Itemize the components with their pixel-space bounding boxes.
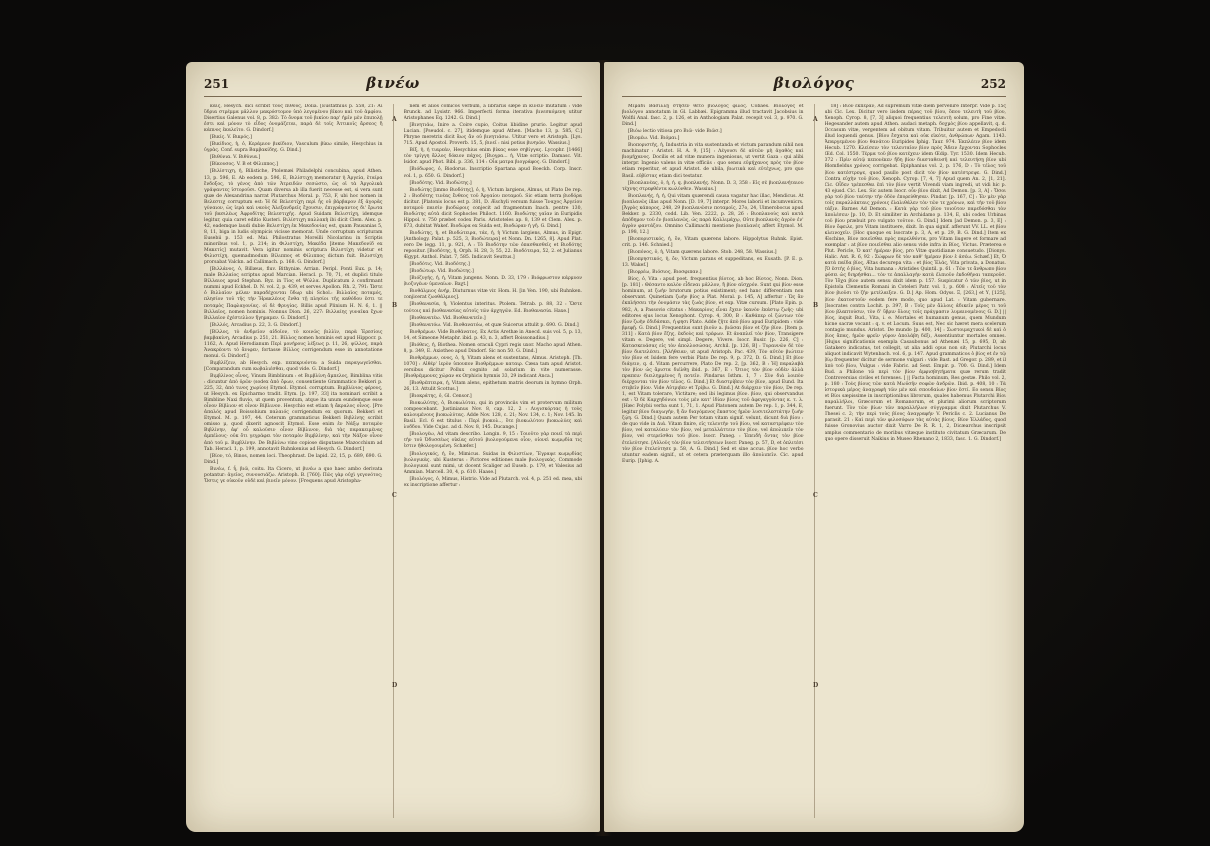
dictionary-entry: Βιμβλίζειν, ab Hesych. exp. πεπεκρυόντα: a Suida παραγωγεῖσθαι. [Comparandum cum κωβαλιέσθαι, quod vide. G. Dindorf.]: [204, 360, 383, 372]
dictionary-entry: Βιοδώτης, ἡ, et Βιοδώτειρα, τάε, ἡ, ἡ Victum largiens, Almus, in Epigr. [Anthology. Palat. p. 525, 3, Βιοδώτειρα] et Nonn. Dn. 1265, 8]. Apud Plat. vero De legg. 11, p. 921, A : Τὸ Βιοδότην τῶν ὀπασθασθεῖς et Βιοδότης repositur. [Βιοδότης, ἡ, Orph. H. 28, 3; 55, 22. Βιοδότειρα, 52, 2. et Julianus Ægypt. Anthol. Palat. 7, 585. Indicavit Seuttus.]: [403, 230, 582, 261]
right-page-number: 252: [980, 77, 1006, 91]
dictionary-entry: [Βιοποριστικός, ἡ, ὄν, Vitam quærens labore. Hippolytus Ruhnk. Epist. crit. p. 146. Schnied.]: [622, 236, 804, 249]
dictionary-entry: Βιοθρέμμων, ονος, ὁ, ἡ, Vitam alens et sustentans, Almus. Aristoph. [Th. 1070] : Αἰθέρ' ἱερὸν ὑπουπον Βιοθρέμμων καταιρ. Cæsa tam apud Aristot. versibus dicitur Pollux cognito ad solarium in vite numerasse. [Βιοθρέμμονες χώραν ex Orphicis hymnis 33, 29 indicant Anca.]: [403, 355, 582, 379]
dictionary-entry: [Βιλλάνος, ὁ, Billæus, fluv. Bithyniæ. Arrian. Peripl. Ponti Eux. p. 14; male Βιλλαίος scriptus apud Marcian. Heracl. p. 70, 71, et duplici titulo Βίλλαιος apud Stephan. Byz. in Τίος et Ψύλλα. Duplicatum λ confirmant nummi apud Eckhel. D. N. vol. 2, p. 439, et serves Apollon. Rh. 2, 791: Ὥστε ὁ Βιλλαῖον μέλαν παραδέχονται ὕδωρ ubi Schol.: Βιλλαῖος ποταμός, πλησίον τοῦ τῆς τὴν Ἡρακλέους ἔνθα τῇ πλησίοι τῆς καθόδου ἐστι τε ποταμὸς Παφλαγονίας. οἱ δὲ Φρυγίας. Billis apud Plinium H. N. 6, 1. || Βιλλαῖος, nomen hominis. Nonnus Dion. 26, 227: Βιλλαίης γυναῖκα ἔχων Βιλλαῖον ἐχέστελλον ἤγημαμεν. G. Dindorf.]: [204, 267, 383, 321]
dictionary-entry: [Βιόω lectio vitiosa pro Βιῶ· vide Βιῶσ.]: [628, 129, 722, 135]
dictionary-entry: [Βιορρέω, Βιόσιος, Βιοσφιπαν.]: [628, 270, 702, 276]
dictionary-entry: [Βιοκράτης, ὁ, Gl. Censor.]: [409, 394, 472, 400]
dictionary-entry: [Βιοπρηστικός, ἡ, ὄν, Victum parans et suppeditans, ex Eusath. [P. E. p. 13. Wakef.]: [622, 257, 804, 269]
margin-mark: A: [813, 116, 818, 123]
dictionary-entry: [Βιλλός, Arcadius p. 22, 3. G. Dindorf.]: [210, 322, 301, 328]
dictionary-entry: Βιμβλίνος οἶνος, Vinum Bimblinum : et Βιμβλίνη ἄμπελος, Bimblina vitis : dicuntur ἀπὸ ὀρῶν (sodex ἀπὸ ὄρων, consentiente Grammatico Bekkeri p. 225, 32, ἀπὸ τινος χωρίου) Etymol. Etymol. corruptum. Βιμβλίνιος φέρους, ut Hesych. ex Epicharmo tradit. Etym. [p. 197, 33] ita nominari scribit a Bimbline Naxi fluvio, ut quem proventum, atque ita unum eundemque esse οἶνον Βίβλιον et οἶνον Βίβλινον. Hesychio est etiam ἡ ἄκραλος οἶνος. [Pro ἀπαλός apud Boissohium παλαιός corrigendum ex quorum. Bekkeri et Etymol. M. p. 197, 44. Ceterum grammaticus Bekkeri Βιβλίνης scribit omisso μ, quod dixerit agnoscit Etymol. Esse enim ἐν Νάξῳ ποταμὸν Βιβλίνην, ἀφ' οὗ καλοῦσιν οἶνον Βίβλινον, διὰ τὰς παρακειμένας ἀμπέλους· οὐκ ὅτι γεγράφει τὸν ποταμὸν Βιμβλίνην, καὶ τὴν Νάξον οἶνον ἀπὸ τοῦ μ. Βιμβλίνην. De Βιβλίνω vino copiose disputasse Mazocchium ad Tab. Heracl. 1, p. 199, annotavit Ruhnkenius ad Hesych. G. Dindorf.]: [204, 374, 383, 452]
dictionary-entry: [Βιοθανατόω. Vid. Βιοθανατόω, et quæ Suicerus attulit p. 690. G. Dind.]: [409, 322, 579, 328]
dictionary-entry: nem et alios comicos verbum, a librariis sæpe in κινεῖν mutatum : vide Brunck. ad Lysistr. 966. Imperfecti forma iterativa βινεσκόμενη utitur Aristophanes Eq. 1242. G. Dind.]: [403, 104, 582, 122]
dictionary-entry: [Βιολογέω, Ad vitam describo. Longin. 9, 15 : Τοιοῦτο γὰρ ποιεῖ τὰ περὶ τὴν τοῦ Ὀδυσσέως οἰκίας αὐτοῦ βιολογούμενα οἶον, οἰονεὶ κωμῳδία τις ἐστιν ἠθολογουμένη. Schæfer.]: [403, 432, 582, 450]
dictionary-entry: [Βιοπλανέας, ὁ, ἡ, ἡ. q. βιοπλανής. Nonn. D. 3, 358 : Εἰς σὲ βιοπλανήταιου τέχνης στρεφθέντα κωλύνθεν. Wassius.]: [622, 180, 804, 192]
dictionary-entry: [Βίκουσος. V. Β et Φίλιππος.]: [210, 162, 278, 168]
dictionary-entry: Μιμάδι Βασίλλῃ στῆσεν θέτο βιολόγος φίλος. Cobaes. Βιολόγος et βιολόγου annotatum in Gl. Labbæi. Epigramma illud tractavit Jacobsius in Wolfii Anal. fasc. 2, p. 126, et in Anthologiam Palat. recepit vol. 3, p. 970. G. Dind.]: [622, 104, 804, 128]
column-rule: [814, 104, 815, 818]
dictionary-entry: [Βίον, τό, Binos, nomen loci. Theophrast. De lapid. 22, 15, p. 689, 690. G. Dind.]: [204, 453, 383, 465]
dictionary-entry: [Βιοθρέπτειρα, ἡ, Vitam alens, epithetum matris deorum in hymno Orph. 26, 13. Attulit Scottus.]: [403, 381, 582, 393]
margin-mark: B: [392, 302, 398, 309]
dictionary-entry: [Βικίδιος, ἡ, ὁ, Κεράμιον βικίδιον, Vasculum βίκω simile, Hesychius in ὑγρὰς. Conf. supra Βαμβακίδης. G. Dind.]: [204, 142, 383, 154]
dictionary-entry: Βινέω, f. ἦ, βιῶ, coitu. Ita Cicero, ut βινέω a quo haec ambo derivata potantur: ἀγεῖος, συνουσιάζω. Aristoph. B. [760]: Πῶς γὰρ οὐχὶ γεγονότος; Ὅστις γε οὐκοῦν οὐδὲ καὶ βινεῖν μόνον. [Frequens apud Aristopha-: [204, 466, 383, 484]
left-page-header: [204, 74, 582, 97]
dictionary-entry: [Βιοθανασία, ἡ, Violentus interitus. Ptolem. Tetrab. p. 88, 32 : Ὥστε τούτοις καὶ βιοθανασίας αὐτοῖς τῶν ἀρχηγῶν. Ed. Βιοθανασία. Haxe.]: [403, 302, 582, 314]
dictionary-entry: [Βιόθεις, ἡ, Biothea. Nomen oraculi Cypri regis uxor. Macho apud Athen. 8, p. 349, E. Axiotheo apud Dindorf. Sic non 50. G. Dind.]: [403, 342, 582, 354]
dictionary-entry: [Βιοδότης. Vid. Βιοδώτης.]: [409, 180, 472, 186]
dictionary-entry: Βιοδώτης [immo Βιοδότης], ὁ, ἡ, Victum largiens, Almus, ut Plato De rep. 2 : Βιοδότης τινέας ἔνθεος τοῦ Ἀργαίου ποταμοῦ. Sic etiam terra βιοδόρα dicitur. [Platonis locus est p. 381, D. Æschyli versum fuisse Ἴναχος Ἀργείου ποταμοῦ παισὶν βιοδώροις conjecit ad fragmentum Inach. pentre 130, Βιοδώτης αὐτὰ dicit Sophocles Philoct. 1160. Βιοδώτης γαῖαν in Euripidis Hippol. v. 750 præbet codex Paris. Aristoteles ap. 8, 139 et Clem. Alex. p. 673, dubitat Wakef. Βιοδώρα ex Suida est, Βιοδώραν ἡ γῆ. G. Dind.]: [403, 187, 582, 229]
dictionary-entry: [Βιολογικός, ἡ, ὄν, Mimicus. Suidas in Φιλιστίων, Ἔγραψε κωμῳδίας βιολογικὰς. ubi Kusterus : Pictores editiones male βιολογικὰς. Commode βιολογικαὶ sunt mimi, ut docent Scaliger ad Euseb. p. 179, et Valesius ad Ammian. Marcell. 30, 4, p. 610. Haase.]: [403, 451, 582, 475]
dictionary-entry: Βιοθρέμων. Vide Βιοθάνατος. Ex Actis Arethæ in Anecd. suis vol. 5, p. 13, 14, et Simeone Metaphr. ibid. p. 43, n. 3, affert Boissonadius.]: [403, 329, 582, 341]
dictionary-entry: [Βιοδότις. Vid. Βιοδότης.]: [409, 262, 470, 268]
dictionary-entry: [Βιομέω. Vid. Βιόμαι.]: [628, 136, 680, 142]
margin-mark: B: [813, 302, 819, 309]
dictionary-entry: [Βιλίστιχη, ἡ, Bilistiche, Ptolemæi Philadelphi concubina, apud Athen. 13, p. 596, E. Ab eodem p. 596, E, Βιλίστιχη memoratur ἡ Ἀργεία, ἑταίρα ἔνδοξος, τὸ γένος ἀπὸ τῶν Ἀτρειδῶν σεσώστο, ὡς οἱ τὰ Ἀργολικὰ γράψαντες ἱστοροῦσι. Quam diversa ab illa fuerit necesse est, si vera sunt quæ de Alexandrina narrat Plutarchus Moral. p. 753, F, ubi hoc nomen in Βελεστιχ corruptum est: Ἡ δὲ Βελεστίχη περὶ ἧς οὐ βάρβαρον ἐξ ἀγορᾶς γύναιον, ὡς ἱερὰ καὶ ναοὺς Ἀλεξανδρεῖς ἔχουσιν, ἐπιγράψαντος δι' ἔρωτα τοῦ βασιλέως Ἀφροδίτης Βελεστιχῆς. Apud Suidam Βελιστίχη, idemque legitur, quia caret editio Kusteri. Βιλίστιχη παλλακὴ ibi dicit Clem. Alex. p. 42, eademque laudi dubie Βελιστίχη ἐκ Μακεδονίας est, quam Pausanias 5, 8, 11, biga in ludis olympicis vicisse memorat. Unde corruptum scripturam Eusebii p. 153 ed. Mai. Philostratus Moreilli Nicolarinu in Scriptis minoribus vol. 1, p. 214; in Φιλιστίχη, Μακέδα [itemo Μακεδονίδ ex Μακετίς] mutavit. Vera igitur nominis scriptura Βιλιστίχη videtur et Φιλιστίχη, quemadmodum Βίλιππος et Φίλιππος dictum fuit. Βιλιστίχη prorsabat Valckn. ad Callimach. p. 168. G. Dindorf.]: [204, 169, 383, 266]
column-rule: [393, 104, 394, 818]
dictionary-entry: Βίος, ὁ, Vita : apud poet. frequentius βίοτος, ab hoc Βίοτος, Nonn. Dion. [p. 181] : Θέσαντο καλὸν εἶδεναι μᾶλλον, ἢ βίον αἰσχρόν. Sunt qui βίον esse hominum, at ζωὴν brutorum potius existiment; sed hanc differentiam non observant. Quinetiam ζωὴν βίος a Plat. Moral. p. 145, A] affertur : Ὡς ἂν ἐκπλήσσει τὴν ὀνομάσιν τὰς ζωὰς βίον, et exp. Vitæ cursum. [Plato Epin. p. 982, A, a Passovio citatus : Μακαρίοις εἶναι ἔχειν ἱκανὸν ἑκάστῳ ζωῆς· ubi editores ejus locus Xenophont. Cyrop. 4, 300, B : Καθάπερ οἱ ζώντων τὸν βίον ζωὴν ἐδιδάσκει, ἡ φησι Plato. Adde ζῆτε ἀπὸ βίου apud Euripidem : vide βρεφῇ. G. Dind.] Frequentius sunt βιοῦν a. βιῶσαι βίον et ζῆν βίον. [Item p. 311] : Κατὰ βίον ἔζης, ἐκδοὺς καὶ τρέφων. Et ἀναπλεῖ τὸν βίον, Transigere vitam e. Degere, vel simpl. Degere, Vivere. Isocr. Busir. [p. 226, C] : Κατασκευάσας εἰς τὸν ἀπολλοσώσας. Archil. [p. 126, B] : Τυραννῶν δὲ τὸν βίον διατελέσει. [Ἀλήθειαν, ut apud Aristoph. Pac. 439, Τὸν αὐτὸν βιώτειν τὸν βίον et Isidem fere verbis Plato De rep. 9, p. 372, D. G. Dind.] Et βίον διάγειν, q. d. Vitam percurrere, Plato De rep. 2, [p. 362, B : Ἡ] παραλαβὰ τὸν βίον ὡς ἄριστα διέλθῃ ibid. p. 367, E : Ὅτιος τὸν βίον οὐδὲν ἀλλὰ πραπειν διειλημμένος ἢ ποτεῖν. Pindarus Isthm. 1, 7 : Σὺν διὰ λοιπὸν διέρχονται τὸν βίον τέλος. G. Dind.] Et διαστρίβειν τὸν βίον, apud Eund. Ita στιβεῖν βίον. Vide Αὐτριβεν et Τρίβω. G. Dind.] At διάρχειν τὸν βίον, De rep. 1, est Vitam tolerare, Victitare; sed ibi legimus βίον. βίον, qui observandus est : Ὁ δὲ Καρχηδόνιοι τοὺς μὲν κατ' ἰδίαν βίους τοῦ ἀφεγαγγόντας κ. τ. λ. [Hæc Polybii verba sunt 1, 71, 1. Apud Platonem autem De rep. 1, p. 344, E, legitur βίου διαγωγήν, ἢ ἂν διαγόμενος ἕκαστος ἡμῶν λυσιτελεστάτην ζωὴν ζῴη. G. Dind.] Quam autem Per totam vitam signif. velunt, dicunt διὰ βίου : de quo vide in Διά. Vitam finire, εἰς τελευτὴν τοῦ βίου, vel καταστρέφειν τὸν βίον, vel καταλύειν τὸν βίον, vel μεταλλάττειν τὸν βίον, vel ἀπολιπεῖν τὸν βίον, vel στερεῖσθαι τοῦ βίου. Isocr. Paneg. : Ἐπειδὴ ὄντας τὸν βίον ἐτελεύτησε. [Αὐλοῦς τὸν βίον τελευτήσεων Isocr. Paneg. p. 57, D, et ὁπλιτέσι τὸν βίον ἐτελεύτησε p. 58, A. G. Dind.] Sed et sine accus. βίον hoc verbo utuntur eadem signif., ut et cetera præterquam illo ἀπολιπεῖν. Cic. apud Eurip. [Iphig. A.: [622, 277, 804, 464]
left-page-columns: [204, 104, 582, 818]
dictionary-entry: Βιοπλανής, ἡ, ἡ, Qui vitam quærendi causa vagatur hac illac, Mendicus. At βιοπλανῶς illas apud Nonn. [D. 19, 7] interpr. Mores laborii et incumvenicrs. [Ἀγρὸς κάπορος, 248, 29 βιοπλανῶσιν ποταμοῖς, 27ο, 24, Ulmerobocus apud Bekker. p. 2330, codd. Lib. Ven. 2222, p. 28, 26 : Βιοπλανοὺς καὶ κατὰ ἀπόδημον τοῦ ἐν βιοπλανῶς, ὡς παρὰ Καλλιμάχῳ, Οὐτε βιοπλανὲς ἀγρὸν ἐν' ἀγρὸν φαντάζου. Omnino Callimachi mentione βιοπλανὲς affert Etymol. M. p. 198, 12.]: [622, 193, 804, 235]
dictionary-entry: 18] : Βίον ἐκπεράν, Ad supremum vitæ diem pervenire Interpr. Vide p. 15ς ubi Cic. Lex. Dicitur vero iisdem πέρας τοῦ βίου, ὅπου τελευτὴ τοῦ βίου, Xenoph. Cyrop. 8, [7, 3] aliquoi frequentius τελευτὴ solum, pro Fine vitæ. Hegesander autem apud Athen. audaci metaph. δοχμὸς βίου appellavit, q. d. Occasum vitæ, vergentem ad obitum vitam. Tribuitur autem et Empedocli illud loquendi genus. [Βίου ἔσχατα καὶ οὐκ εἰκότε, ἀνθρώπων Agam. 1143. Ἀπαργεμένου βίου θανάτου Euripides Iphig. Taur. 974. Ἐκπλέειν βίον idem Hecub. 1270. Κλείσειν τὸν τελευταῖον βίον πρὸς Ἄδειν ἔρχονται Sophocles Œd. Col. 1550. Τέρμα τοῦ βίου κατέχειν idem Œdip. Tyr. 1530. Idem Hecub. 372 : Πρὶν αὐτῷ πεπονέκεν ἤδη βίον διασταθευσῆ καὶ τελευτήσῃ βίον ubi Blomfieldus χρόνος corrigebat. Epiphanius vol. 2, p. 176, D : Τὸ τέλος τοῦ βίου κατέστρεψε, quod paullo post dicit τὸν βίον κατέστρεψε. G. Dind.] Contra εὐχὴν τοῦ βίου, Xenoph. Cyrop. [7, 4, 7] Apud quem An. 2, [1, 21]. Cic. Οἶδεν τρέπεσθαι ἐπὶ τὸν βίον vertit Vivendi viam ingredi, ut vidi hic p. 43 ejusd. Cic. Lex. Sic autem Isocr. οὖν βίου dixit, Ad Demon. [p. 3, A] : Ὅσοι γὰρ τοῦ βίου ταύτην τὴν ὁδὸν ἐπορεύθησαν. Pindar. [p. 167, C] : Ἐν μὲν γὰρ τοῖς παραλλάκταις χρόνοις ἐλαλιθάλεν τὸν τῶν τε χρόνων, καὶ τὴν τοῦ βίου τάξιν. Barnes Ad Demon. : Κατὰ γὰρ τοῦ βίου τοιοῦτον παρεδόσθαι τὸν ἀπολέσειν [p. 10, D. Et similiter in Archidamo p. 134, E, ubi codex Urbinas τοῦ βίου præbuit pro vulgato τοῦτον. G. Dind.] Idem [ad Demon. p. 3, E] : Βίον ὄφειλε, pro Vitam instituere, dixit. In qua signif. afferunt VV. LL. et βίου κλεινοχεῖν. [Hoc quoque ex Isocrate p. 3, A, et p. 29, B. G. Dind.] Item ex Æschine, Βίον ποιεῖσθαι πρὸς παρελθόντα, pro Vitam liugere et formare ad exemplar : at βίον ποιεῖσθαι alio sensu vide infra in Βίος, Victus. Præterea e Plut. Pericle, Ὁ κατ' ἡμέραν βίος, pro Vitæ quotidianæ consuetudo. [Dionys. Halic. Ant. R. 6, 92 : Σώφρων δὲ τὸν καθ' ἡμέραν βίον ἐ ἀσέω. Schæf.] Et, Ὁ κατὰ παῖδα βίος, Ætas decurepa vita : et βίος Ἑλάς, Vita privata, a Donatus. [Ὁ ἐστὴς ὁ βίος, Vita humana : Aristides Quintil. p. 61 : Τῶν τε ἄνθρωπο βίου φύσει ὡς διηρήσθαι... τὸν τε ἀπαλλαγὴν κατὰ ἐλπιοῦν ἐκδοθῆναι ταπεροῦσ. Τὸν Ἰὄχα βίον autem sensu dixit idem p. 157. Suspicatur ὁ τῶν βίος, ut in Epistola Clementis Romani in Coteleri Patr. vol. 1, p. 608 : Αἰτεῖς τοῦ τὸν βίον βιοῦσι τὸ ζῆν μετέλαιξεν. G. D.] Ap. Hom. Odyss. Ξ, [263,] et Υ, [125], βίον ἐκατοστοῦν eodem fere modo, quo apud Lat. : Vitam gubernare. [Isocrates contra Lochit. p. 397, B : Τοῖς μὲν ἄλλοις ἀδικεῖν μέρος τι τοῦ βίου βλαπτούσιν, τὸν δ' ὕβριν ὅλοις τοῖς πράγμασιν λυμαινομένοις G. D.] || βίος, inquit Bud., Vita, i. e. Mortales et humanum genus, quem Mundum hicne sacræ vocant : q. v. et Locum. Suus est, Nec sic hæret mera scelerum contagio mundus. Aristot. De mundo [p. 400, 14] : Σωστοιμαχτικοὶ δὲ καὶ ὁ βίος ἅπας, ἡμῶν φρεῖν γύρον ἀπολάβη δέξι, Assentiuntur mortales omnes. [Hujus significationis exempla Casaubonus ad Athenæi 15, p. 695, D, ab Gatakero indicatus, tot collegit, ut alia addi opus non sit; Plutarchi locus aliquot indicavit Wytenbach. vol. 6, p. 147. Apud grammaticos ὁ βίος et ἐν τῷ βίῳ frequenter dicitur de sermone vulgari : vide Bast. ad Gregor. p. 289, et il ἀπὸ τοῦ βίου, Vulgus : vide Fabric. ad Sext. Empir. p. 700. G. Dind.] Idem Bud. a Philone τῶ περὶ τὸν βίον ἀμφισβητήματα quæ rerum tradit Controversias civiles et forenses. [ || Facta hominum, Res gestæ. Philo vol. 2, p. 180 : Τοὺς βίους τῶν κατὰ Μωϋσῆν σοφῶν ἀνδρῶν. Ibid. p. 408, 10 : Τὰ ἱστορικὰ μέρος ἀναγραφὴ τῶν μὲν καὶ σπουδαίων βίον ἐστί. Eo sensu Βίος et Βίοι sæpissime in inscriptionibus librorum, quales habemus Plutarchi Βίοι παραλλήλοι, Græcorum et Romanorum, et plurimi aliorum scriptorum fuerunt. Τὸν τῶν βίων τῶν παραλλήλων σύγγραμμα dixit Plutarchus V. Thesei c. 2; τὴν περὶ τοὺς βίους ἀναγραφήν V. Periclis c. 2. Lucianus De parasit. 21 : Καὶ περὶ τῶν φιλοσόφων τὰς αὐτὰς βίους. Βίον Ἑλλάδος, quod fuisse Gronovius auctor dixit Varro De R. R. 1, 2, Dicæarchus inscripsit amplus commentario de moribus vitæque instituto civitatum Græcarum. De quo opere disseruit Naikius in Museo Rhenano 2, 1833, fasc. 1. G. Dindorf.]: [824, 104, 1006, 442]
dictionary-entry: [Βικίς. V. Βικρός.]: [210, 135, 252, 141]
dictionary-entry: καίς, Hesych. dici scribit τοὺς πίθους, Dolia. [Eustathius p. 558, 21: Αἱ ὕδρια στρέμμα μᾶλλον μακρόστομον ὑπὸ λεγομένου βῖκου καὶ τοῦ ἀμφίου. Disertius Galenus vol. 8, p. 382: Τὸ ὄνομα τοῦ βικίου παρ' ἡμῖν μὲν ἐπιπολῇ ἐστι καὶ μόνον τὸ εἶδος ὀνομάζεται, παρὰ δὲ τοῖς Ἀττικοῖς ἄρσεος ἢ κάπνος ἐκαλεῖτο. G. Dindorf.]: [204, 104, 383, 134]
dictionary-entry: [Βιολόγος, ὁ, Mimus, Histrio. Vide ad Plutarch. vol. 4, p. 251 ed. mea, ubi ex inscriptione affertur :: [403, 476, 582, 488]
margin-mark: C: [392, 492, 397, 499]
right-page-columns: [622, 104, 1006, 818]
dictionary-entry: Βιοθάλμιος ἀνήρ, Diuturnus vitæ vir. Hom. H. [in Ven. 190, ubi Ruhnken. conjicerat ζωοθάλμιος].: [403, 289, 582, 301]
left-page: [186, 62, 600, 832]
right-page-headword: βιολόγος: [773, 74, 855, 92]
dictionary-entry: [Βιοπόνος, ὁ, ἡ, Vitam quærens labore. Stob. 248, 58. Wassius.]: [628, 250, 777, 256]
dictionary-entry: Βιοποριστὴς, ἡ, Industria in vita sustentanda et victum parandum nihil non machinatur : Aristot. H. A. 9, [15] : Λέγουσι δὲ αὐτῶν μὴ ἀγαθὸς καὶ βιομήχανος. Docilis et ad vitæ munera ingeniosus, ut vertit Gaza : qui alibi interpr. Ingenio valens in vitæ officiis : quo sensu εὐμήχανος πρὸς τὸν βίον etiam reperitur, et apud Aristot. de ubila, βιωτικὰ καὶ εὐτέχνως, pro quo Basil. εὐβίστας etiam dici testatur.: [622, 143, 804, 179]
dictionary-entry: [Βιόδωρος, ὁ, Biodorus. Inscriptio Spartana apud Boeckh. Corp. Inscr. vol. 1, p. 650. G. Dindorf.]: [403, 167, 582, 179]
dictionary-entry: [Βινητιάω, Inire a. Coire cupio, Coitus libidine prurio. Legitur apud Lucian. [Pseudol. c. 27], itidemque apud Athen. [Macho 13, p. 585, C.] Phryne meretrix dicit ἅως ἄν οὐ βινητιάσω. Utitur vero et Aristoph. [Lys. 715. Apud Apostol. Proverb. 15, 5, βινεῖ : nisi potius βινηιῶν. Wassius.]: [403, 123, 582, 147]
dictionary-entry: [Βίλλος, τὸ ἀνδρεῖον αἰδοῖον, τὸ κοινῶς βιλλὶν, παρὰ Ἐρεσίοις βαμβακίνη, Arcadius p. 251, 21. Βῖλλος nomen hominis est apud Hippocr. p. 1162, A. Apud Herodianum Περὶ μονήρους λέξεως p. 11, 26, ψίλλος, παρὰ Ἀνακρέοντι τὸ ἄνιφεν, fortasse Βίλλος corrigendum esse in annotatione monui. G. Dindorf.]: [204, 329, 383, 359]
margin-mark: D: [392, 682, 398, 689]
dictionary-entry: Βιοκωλύτης, ὁ, Βιοκωλύται, qui in provinciis vim et protervum militum compescebant. Justinianus Nov. 8, cap. 12, 2 : Λυγισκόρτας ἡ τοὺς καλουμένους βιοκωλύτας. Adde Nov. 128, c. 21; Nov. 134, c. 1; Nov. 145. In Basil. Ecl. 6 est titulus : Περὶ βιοκολ.., ὅτε βιοκωλύτου βιοκωλύες καὶ λυδδου. Vide Cujac. ad d. Nov. 8, 145. Ducange.]: [403, 401, 582, 431]
dictionary-entry: [Βιοδώτωρ. Vid. Βιοδώτης.]: [409, 269, 474, 275]
left-page-headword: βινέω: [366, 74, 420, 92]
right-column-b: [825, 104, 1007, 818]
dictionary-entry: Βίξ, ἡ, ἡ τιαρεάν, Hesychius enim βίκας esse σηβίγγας. Lycophr. [1466] τὸν τρίγγη ἄλλος δόκιον πάχος. [Βιογρα... ἡ, Vitæ scriptio. Damasc. Vit. Isidor. apud Phot. Bibl. p. 336, 114 : Οἷα ματρα βιογράφος. G. Dindorf.]: [403, 148, 582, 166]
left-page-number: 251: [204, 77, 230, 91]
dictionary-entry: [Βιόζυγής, ἡ, ἡ, Vitam jungens. Nonn. D. 33, 179 : Βιόφρωστον κάρμυον βιοζυγέων ὑμεναίων. Baχt.]: [403, 276, 582, 288]
right-page-header: [622, 74, 1006, 97]
dictionary-entry: [Βιοθανατέω. Vid. Βιοθανατεῖν.]: [409, 315, 486, 321]
dictionary-entry: [Βιθύνια. V. Βιθύνια.]: [210, 155, 261, 161]
right-page: [604, 62, 1024, 832]
left-column-a: [204, 104, 383, 818]
margin-mark: A: [392, 116, 397, 123]
margin-mark: C: [813, 492, 818, 499]
right-column-a: [622, 104, 804, 818]
margin-mark: D: [813, 682, 819, 689]
left-column-b: [404, 104, 583, 818]
